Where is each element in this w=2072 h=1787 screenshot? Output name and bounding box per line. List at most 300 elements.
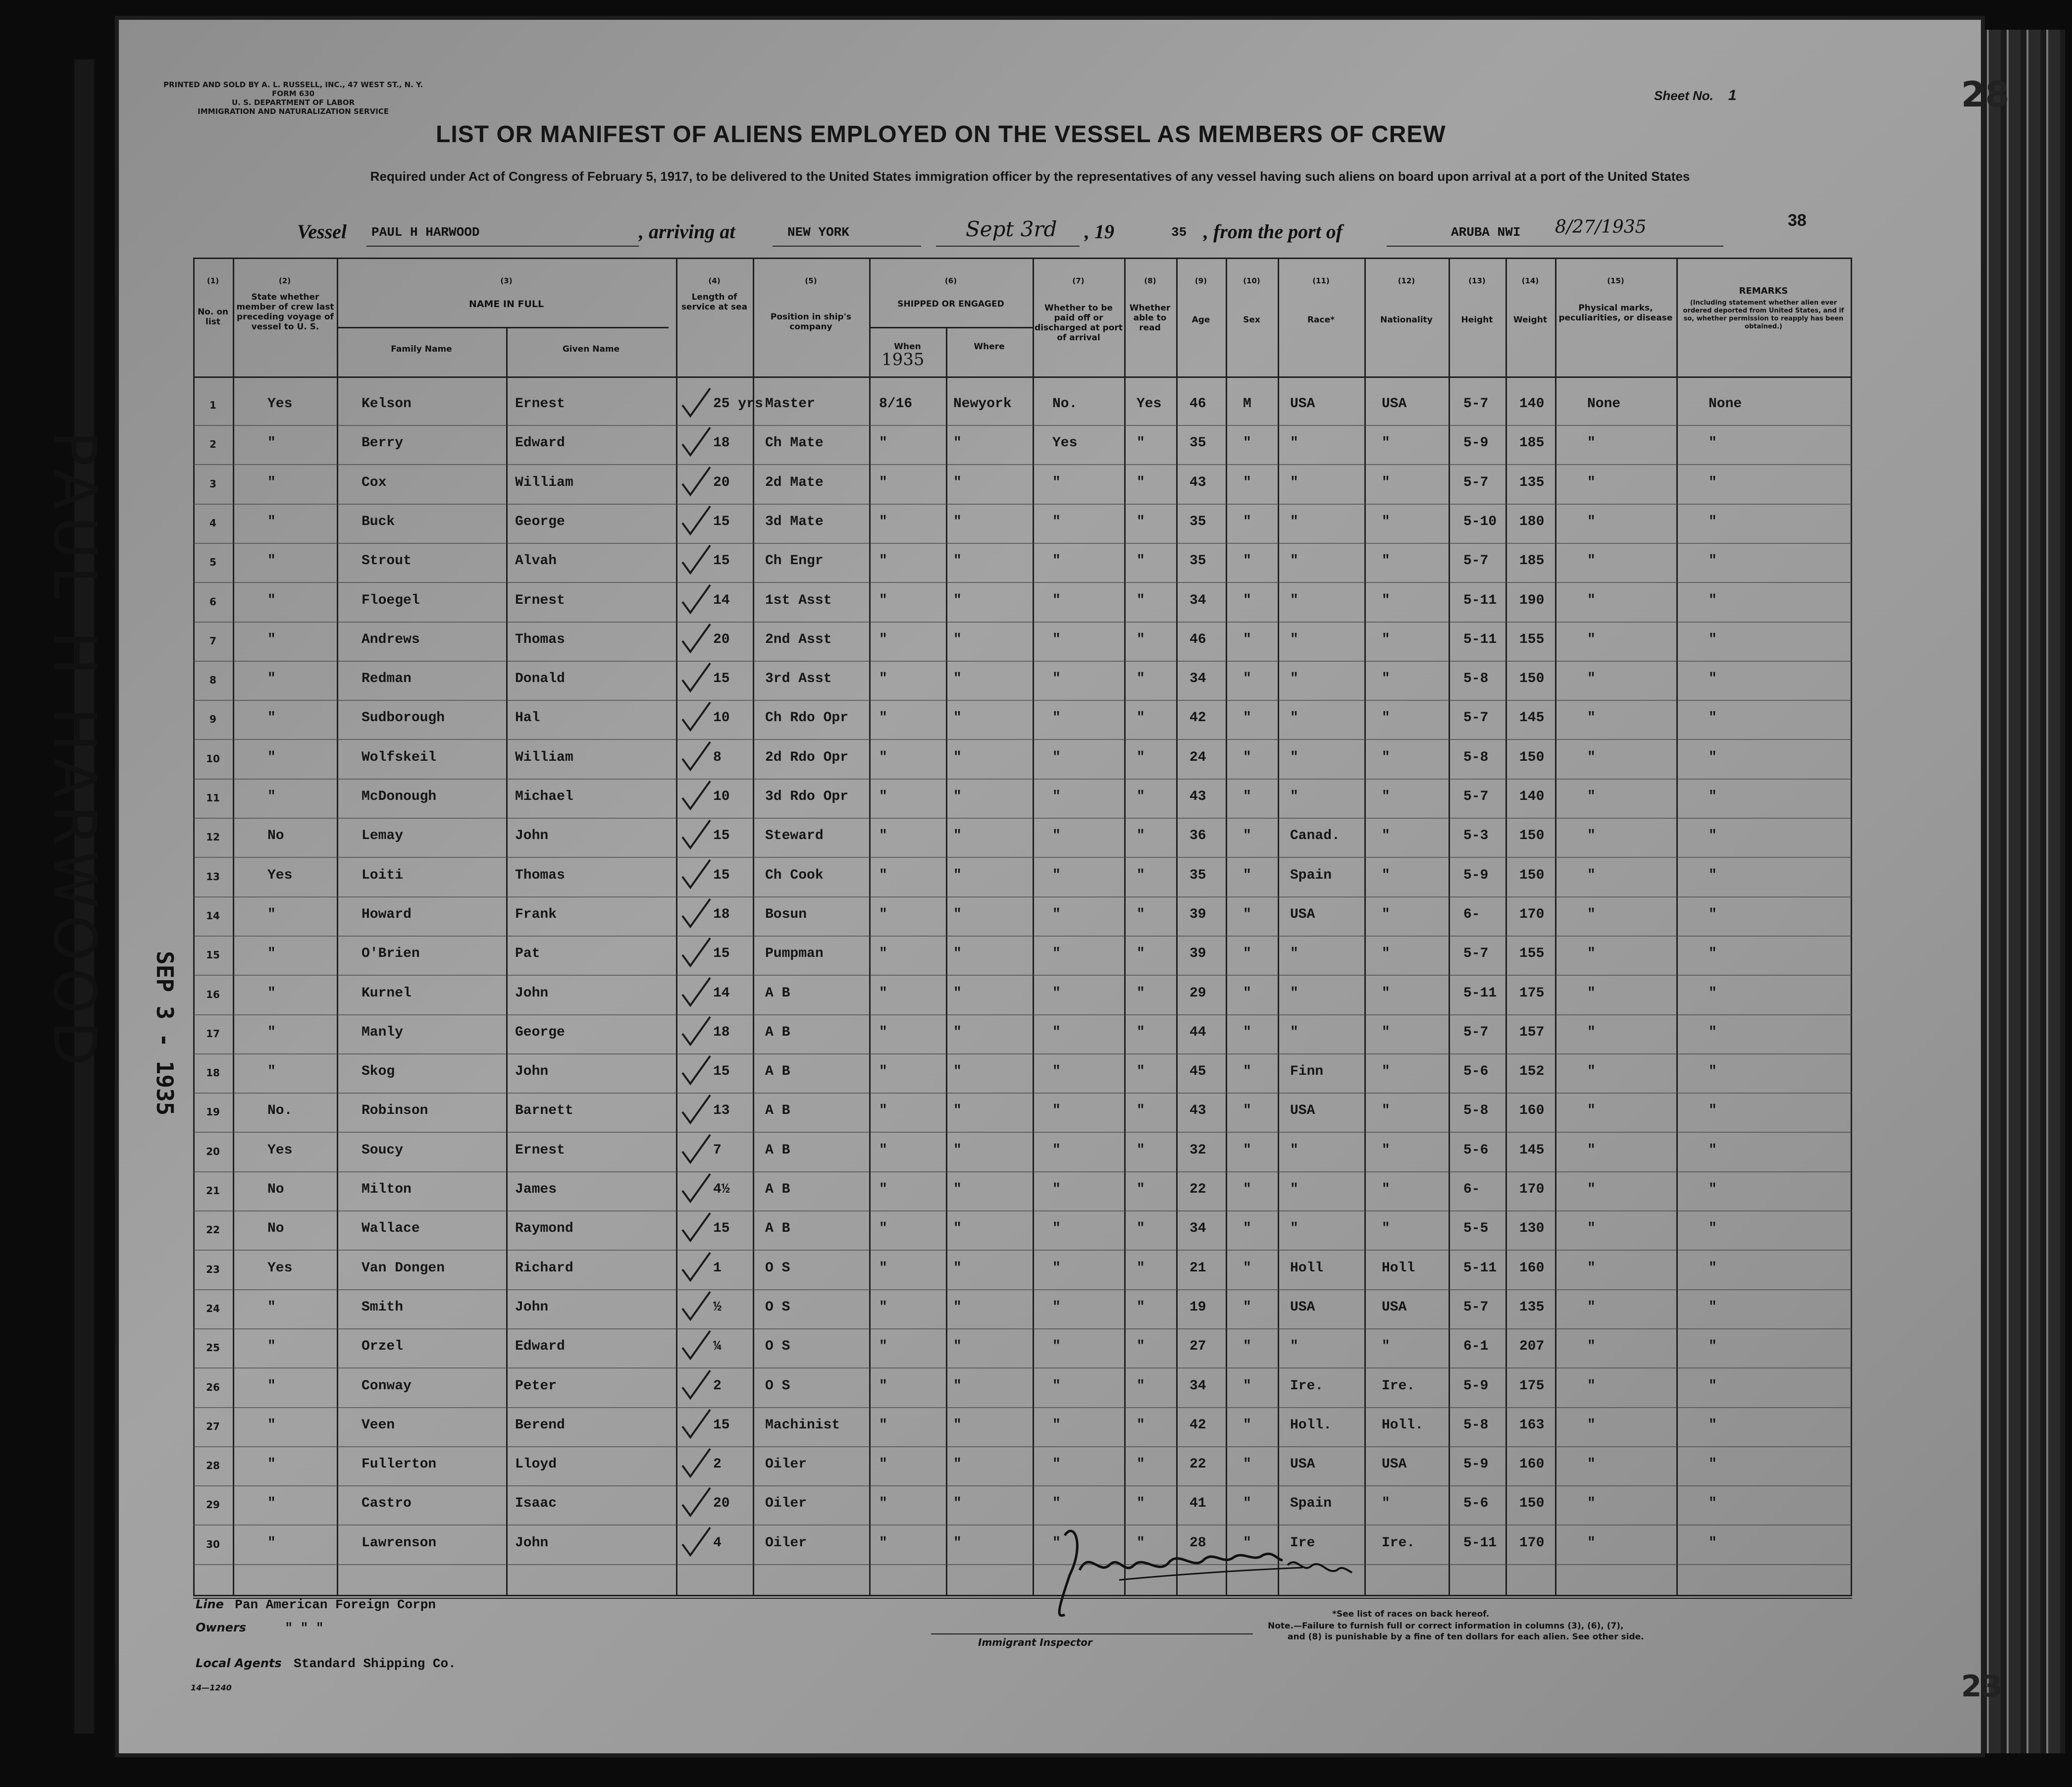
col-number: (13): [1468, 276, 1486, 285]
height-cell: 6-: [1463, 1182, 1480, 1197]
weight-cell: 150: [1519, 828, 1545, 844]
race-cell: ": [1290, 1024, 1298, 1040]
sex-cell: ": [1243, 1103, 1251, 1119]
given-name-cell: William: [515, 474, 573, 490]
family-name-cell: Manly: [362, 1024, 404, 1040]
weight-cell: 207: [1519, 1339, 1545, 1355]
given-name-cell: Edward: [515, 435, 565, 451]
sex-cell: ": [1243, 867, 1251, 883]
remarks-cell: ": [1709, 1535, 1717, 1551]
able-read-cell: ": [1137, 710, 1145, 726]
header-height: Height: [1461, 315, 1493, 325]
given-name-cell: John: [515, 1299, 549, 1315]
physical-cell: ": [1587, 1064, 1596, 1080]
physical-cell: None: [1587, 396, 1621, 412]
remarks-cell: ": [1709, 1378, 1717, 1394]
when-cell: ": [879, 946, 887, 962]
physical-cell: ": [1587, 1535, 1596, 1551]
when-cell: ": [879, 710, 887, 726]
year-handwritten: 1935: [881, 350, 925, 369]
weight-cell: 140: [1519, 789, 1545, 804]
physical-cell: ": [1587, 1299, 1596, 1315]
table-top-rule: [193, 258, 1852, 259]
sex-cell: ": [1243, 946, 1251, 962]
inspector-signature: [1045, 1516, 1362, 1634]
race-cell: Spain: [1290, 1496, 1332, 1512]
given-name-cell: John: [515, 828, 549, 844]
prev-voyage-cell: No.: [267, 1103, 293, 1119]
given-name-cell: James: [515, 1182, 557, 1197]
when-cell: ": [879, 631, 887, 647]
prev-voyage-cell: ": [267, 906, 276, 922]
sex-cell: ": [1243, 906, 1251, 922]
paid-off-cell: ": [1052, 946, 1061, 962]
row-number-cell: 8: [209, 674, 216, 686]
check-mark-icon: [679, 503, 714, 538]
where-cell: ": [953, 789, 962, 804]
remarks-cell: ": [1709, 867, 1717, 883]
service-cell: 18: [713, 1024, 730, 1040]
line-label: Line: [196, 1597, 224, 1611]
weight-cell: 145: [1519, 710, 1545, 726]
physical-cell: ": [1587, 906, 1596, 922]
paid-off-cell: ": [1052, 1182, 1061, 1197]
family-name-cell: Castro: [362, 1496, 412, 1512]
col-rule: [1033, 258, 1034, 1595]
col-number: (8): [1144, 276, 1156, 285]
check-mark-icon: [679, 1053, 714, 1088]
row-rule: [193, 425, 1852, 426]
check-mark-icon: [679, 424, 714, 459]
weight-cell: 175: [1519, 1378, 1545, 1394]
when-cell: ": [879, 1299, 887, 1315]
prev-voyage-cell: Yes: [267, 867, 293, 883]
check-mark-icon: [679, 621, 714, 656]
position-cell: A B: [765, 1024, 790, 1040]
able-read-cell: ": [1137, 1535, 1145, 1551]
physical-cell: ": [1587, 789, 1596, 804]
name-header-rule: [337, 327, 669, 328]
agents-field: [196, 1656, 456, 1671]
printer-line: U. S. DEPARTMENT OF LABOR: [232, 98, 355, 107]
row-rule: [193, 857, 1852, 858]
nationality-cell: Holl: [1382, 1260, 1415, 1276]
where-cell: ": [953, 867, 962, 883]
service-cell: 15: [713, 514, 730, 529]
family-name-cell: McDonough: [362, 789, 437, 804]
family-name-cell: Berry: [362, 435, 404, 451]
sex-cell: M: [1243, 396, 1251, 412]
row-rule: [193, 1132, 1852, 1133]
physical-cell: ": [1587, 867, 1596, 883]
shipped-header-rule: [869, 327, 1033, 328]
paid-off-cell: ": [1052, 592, 1061, 608]
when-cell: ": [879, 789, 887, 804]
row-rule: [193, 1328, 1852, 1329]
row-rule: [193, 1014, 1852, 1015]
where-cell: ": [953, 631, 962, 647]
weight-cell: 160: [1519, 1103, 1545, 1119]
service-cell: 25 yrs: [713, 396, 763, 412]
height-cell: 5-8: [1463, 1417, 1489, 1433]
header-race: Race*: [1307, 315, 1335, 325]
owners-field: [196, 1621, 323, 1635]
race-cell: USA: [1290, 906, 1315, 922]
service-cell: 18: [713, 435, 730, 451]
position-cell: A B: [765, 1142, 790, 1158]
height-cell: 5-9: [1463, 1378, 1489, 1394]
remarks-cell: None: [1709, 396, 1742, 412]
able-read-cell: ": [1137, 985, 1145, 1001]
sex-cell: ": [1243, 789, 1251, 804]
row-rule: [193, 739, 1852, 740]
given-name-cell: Lloyd: [515, 1457, 557, 1472]
row-number-cell: 7: [209, 634, 216, 647]
position-cell: 3rd Asst: [765, 671, 832, 687]
paid-off-cell: ": [1052, 1142, 1061, 1158]
service-cell: ¼: [713, 1339, 722, 1355]
given-name-cell: John: [515, 985, 549, 1001]
sex-cell: ": [1243, 828, 1251, 844]
paid-off-cell: ": [1052, 671, 1061, 687]
nationality-cell: ": [1382, 749, 1390, 765]
check-mark-icon: [679, 975, 714, 1009]
check-mark-icon: [679, 1485, 714, 1520]
position-cell: O S: [765, 1260, 790, 1276]
physical-cell: ": [1587, 474, 1596, 490]
port-underline: [773, 246, 921, 247]
remarks-cell: ": [1709, 789, 1717, 804]
physical-cell: ": [1587, 1024, 1596, 1040]
right-margin-number: 28: [1961, 74, 2010, 115]
age-cell: 27: [1190, 1339, 1206, 1355]
height-cell: 5-11: [1463, 631, 1497, 647]
col-rule: [506, 327, 508, 1595]
row-rule: [193, 464, 1852, 465]
height-cell: 5-10: [1463, 514, 1497, 529]
family-name-cell: Lemay: [362, 828, 404, 844]
race-cell: Holl.: [1290, 1417, 1332, 1433]
given-name-cell: Richard: [515, 1260, 573, 1276]
weight-cell: 175: [1519, 985, 1545, 1001]
row-number-cell: 23: [206, 1263, 220, 1275]
paid-off-cell: ": [1052, 553, 1061, 569]
age-cell: 43: [1190, 1103, 1206, 1119]
page-title: LIST OR MANIFEST OF ALIENS EMPLOYED ON THE VESSEL AS MEMBERS OF CREW: [436, 121, 1446, 148]
check-mark-icon: [679, 1289, 714, 1323]
date-margin-stamp: SEP 3 - 1935: [152, 951, 178, 1116]
physical-cell: ": [1587, 1260, 1596, 1276]
header-sex: Sex: [1243, 315, 1260, 325]
row-number-cell: 17: [206, 1027, 220, 1040]
row-number-cell: 24: [206, 1302, 220, 1314]
family-name-cell: Veen: [362, 1417, 395, 1433]
service-cell: 14: [713, 985, 730, 1001]
given-name-cell: Hal: [515, 710, 540, 726]
service-cell: 7: [713, 1142, 722, 1158]
where-cell: ": [953, 946, 962, 962]
race-cell: ": [1290, 474, 1298, 490]
nationality-cell: ": [1382, 474, 1390, 490]
when-cell: ": [879, 1064, 887, 1080]
paid-off-cell: ": [1052, 631, 1061, 647]
position-cell: Oiler: [765, 1535, 807, 1551]
paid-off-cell: ": [1052, 710, 1061, 726]
physical-cell: ": [1587, 1221, 1596, 1237]
weight-cell: 170: [1519, 1535, 1545, 1551]
sex-cell: ": [1243, 435, 1251, 451]
race-cell: ": [1290, 1221, 1298, 1237]
right-margin-number-bottom: 23: [1961, 1669, 2003, 1704]
when-cell: ": [879, 1024, 887, 1040]
header-where: Where: [974, 342, 1005, 352]
family-name-cell: Howard: [362, 906, 412, 922]
race-cell: Spain: [1290, 867, 1332, 883]
nationality-cell: ": [1382, 1182, 1390, 1197]
family-name-cell: Orzel: [362, 1339, 404, 1355]
physical-cell: ": [1587, 631, 1596, 647]
nationality-cell: ": [1382, 1064, 1390, 1080]
position-cell: Ch Rdo Opr: [765, 710, 849, 726]
height-cell: 5-3: [1463, 828, 1489, 844]
height-cell: 5-7: [1463, 396, 1489, 412]
sex-cell: ": [1243, 1457, 1251, 1472]
given-name-cell: Alvah: [515, 553, 557, 569]
given-name-cell: Berend: [515, 1417, 565, 1433]
able-read-cell: Yes: [1137, 396, 1162, 412]
height-cell: 6-1: [1463, 1339, 1489, 1355]
corner-number: 38: [1788, 211, 1807, 230]
sex-cell: ": [1243, 1496, 1251, 1512]
when-cell: ": [879, 1142, 887, 1158]
able-read-cell: ": [1137, 1260, 1145, 1276]
race-cell: USA: [1290, 396, 1315, 412]
age-cell: 45: [1190, 1064, 1206, 1080]
owners-label: Owners: [196, 1621, 247, 1634]
position-cell: 1st Asst: [765, 592, 832, 608]
remarks-cell: ": [1709, 906, 1717, 922]
where-cell: ": [953, 1103, 962, 1119]
race-cell: ": [1290, 946, 1298, 962]
row-number-cell: 19: [206, 1106, 220, 1118]
family-name-cell: Wallace: [362, 1221, 420, 1237]
prev-voyage-cell: ": [267, 1378, 276, 1394]
col-rule: [1364, 258, 1366, 1595]
paid-off-cell: ": [1052, 474, 1061, 490]
when-cell: ": [879, 553, 887, 569]
sex-cell: ": [1243, 514, 1251, 529]
year-prefix: , 19: [1085, 220, 1114, 243]
where-cell: ": [953, 828, 962, 844]
when-cell: ": [879, 1182, 887, 1197]
physical-cell: ": [1587, 1182, 1596, 1197]
height-cell: 5-7: [1463, 710, 1489, 726]
weight-cell: 135: [1519, 474, 1545, 490]
row-number-cell: 28: [206, 1460, 220, 1472]
header-paid-off: Whether to be paid off or discharged at port of arrival: [1035, 303, 1123, 343]
nationality-cell: ": [1382, 1496, 1390, 1512]
race-cell: Finn: [1290, 1064, 1324, 1080]
nationality-cell: ": [1382, 985, 1390, 1001]
when-cell: ": [879, 1417, 887, 1433]
weight-cell: 150: [1519, 867, 1545, 883]
col-rule: [1676, 258, 1678, 1595]
remarks-cell: ": [1709, 985, 1717, 1001]
sex-cell: ": [1243, 1339, 1251, 1355]
service-cell: 15: [713, 1417, 730, 1433]
where-cell: ": [953, 1260, 962, 1276]
physical-cell: ": [1587, 1103, 1596, 1119]
prev-voyage-cell: ": [267, 789, 276, 804]
physical-cell: ": [1587, 1496, 1596, 1512]
row-rule: [193, 582, 1852, 583]
table-bottom-rule: [193, 1595, 1852, 1596]
check-mark-icon: [679, 857, 714, 892]
weight-cell: 152: [1519, 1064, 1545, 1080]
able-read-cell: ": [1137, 1142, 1145, 1158]
arrival-date: Sept 3rd: [966, 217, 1057, 241]
check-mark-icon: [679, 817, 714, 852]
sex-cell: ": [1243, 1417, 1251, 1433]
weight-cell: 130: [1519, 1221, 1545, 1237]
remarks-cell: ": [1709, 474, 1717, 490]
row-number-cell: 27: [206, 1420, 220, 1432]
col-rule: [1851, 258, 1852, 1595]
prev-voyage-cell: No: [267, 828, 284, 844]
when-cell: ": [879, 1103, 887, 1119]
prev-voyage-cell: ": [267, 592, 276, 608]
age-cell: 36: [1190, 828, 1206, 844]
header-family-name: Family Name: [391, 344, 452, 354]
height-cell: 5-11: [1463, 1535, 1497, 1551]
age-cell: 46: [1190, 631, 1206, 647]
paid-off-cell: ": [1052, 789, 1061, 804]
age-cell: 24: [1190, 749, 1206, 765]
age-cell: 34: [1190, 1221, 1206, 1237]
header-no-on-list: No. on list: [197, 307, 229, 327]
col-number: (7): [1072, 276, 1085, 285]
remarks-cell: ": [1709, 1221, 1717, 1237]
paid-off-cell: ": [1052, 1103, 1061, 1119]
race-cell: ": [1290, 435, 1298, 451]
check-mark-icon: [679, 1524, 714, 1559]
check-mark-icon: [679, 896, 714, 931]
check-mark-icon: [679, 1210, 714, 1245]
height-cell: 5-9: [1463, 867, 1489, 883]
when-cell: 8/16: [879, 396, 913, 412]
race-cell: ": [1290, 710, 1298, 726]
position-cell: A B: [765, 1103, 790, 1119]
row-rule: [193, 779, 1852, 780]
service-cell: 20: [713, 474, 730, 490]
given-name-cell: John: [515, 1064, 549, 1080]
position-cell: A B: [765, 985, 790, 1001]
family-name-cell: Soucy: [362, 1142, 404, 1158]
col-rule: [753, 258, 754, 1595]
height-cell: 5-7: [1463, 553, 1489, 569]
where-cell: ": [953, 1299, 962, 1315]
remarks-cell: ": [1709, 828, 1717, 844]
col-rule: [1449, 258, 1450, 1595]
family-name-cell: Kurnel: [362, 985, 412, 1001]
race-cell: USA: [1290, 1103, 1315, 1119]
date-underline: [936, 246, 1080, 247]
remarks-cell: ": [1709, 1299, 1717, 1315]
age-cell: 39: [1190, 906, 1206, 922]
able-read-cell: ": [1137, 828, 1145, 844]
row-rule: [193, 1171, 1852, 1172]
row-rule: [193, 504, 1852, 505]
nationality-cell: USA: [1382, 396, 1407, 412]
row-rule: [193, 975, 1852, 976]
arrival-port: NEW YORK: [787, 225, 849, 240]
vessel-label: Vessel: [297, 220, 347, 243]
weight-cell: 135: [1519, 1299, 1545, 1315]
col-rule: [337, 258, 338, 1595]
row-rule: [193, 700, 1852, 701]
sex-cell: ": [1243, 671, 1251, 687]
position-cell: A B: [765, 1064, 790, 1080]
age-cell: 43: [1190, 474, 1206, 490]
remarks-cell: ": [1709, 1024, 1717, 1040]
age-cell: 34: [1190, 1378, 1206, 1394]
weight-cell: 150: [1519, 671, 1545, 687]
position-cell: 3d Rdo Opr: [765, 789, 849, 804]
nationality-cell: ": [1382, 789, 1390, 804]
row-rule: [193, 1485, 1852, 1486]
check-mark-icon: [679, 1250, 714, 1284]
able-read-cell: ": [1137, 435, 1145, 451]
paid-off-cell: ": [1052, 906, 1061, 922]
family-name-cell: Strout: [362, 553, 412, 569]
age-cell: 35: [1190, 867, 1206, 883]
col-number: (1): [207, 276, 219, 285]
service-cell: 20: [713, 1496, 730, 1512]
sex-cell: ": [1243, 553, 1251, 569]
family-name-cell: Wolfskeil: [362, 749, 437, 765]
nationality-cell: ": [1382, 1024, 1390, 1040]
row-number-cell: 4: [209, 517, 216, 529]
family-name-cell: Fullerton: [362, 1457, 437, 1472]
agents-label: Local Agents: [196, 1656, 282, 1670]
paid-off-cell: ": [1052, 867, 1061, 883]
check-mark-icon: [679, 1014, 714, 1049]
where-cell: ": [953, 1339, 962, 1355]
paid-off-cell: ": [1052, 1378, 1061, 1394]
check-mark-icon: [679, 1446, 714, 1480]
height-cell: 5-7: [1463, 1299, 1489, 1315]
height-cell: 5-8: [1463, 1103, 1489, 1119]
check-mark-icon: [679, 1092, 714, 1127]
race-cell: ": [1290, 592, 1298, 608]
height-cell: 5-8: [1463, 671, 1489, 687]
prev-voyage-cell: ": [267, 631, 276, 647]
footer-rule: [193, 1598, 1852, 1599]
nationality-cell: ": [1382, 592, 1390, 608]
vessel-margin-stamp: PAUL H HARWOOD: [41, 431, 109, 1073]
height-cell: 5-6: [1463, 1142, 1489, 1158]
able-read-cell: ": [1137, 1496, 1145, 1512]
sex-cell: ": [1243, 1064, 1251, 1080]
family-name-cell: Floegel: [362, 592, 420, 608]
row-rule: [193, 1564, 1852, 1565]
col-number: (4): [708, 276, 721, 285]
row-number-cell: 22: [206, 1224, 220, 1236]
service-cell: 15: [713, 828, 730, 844]
header-age: Age: [1191, 315, 1210, 325]
where-cell: ": [953, 1221, 962, 1237]
family-name-cell: Milton: [362, 1182, 412, 1197]
